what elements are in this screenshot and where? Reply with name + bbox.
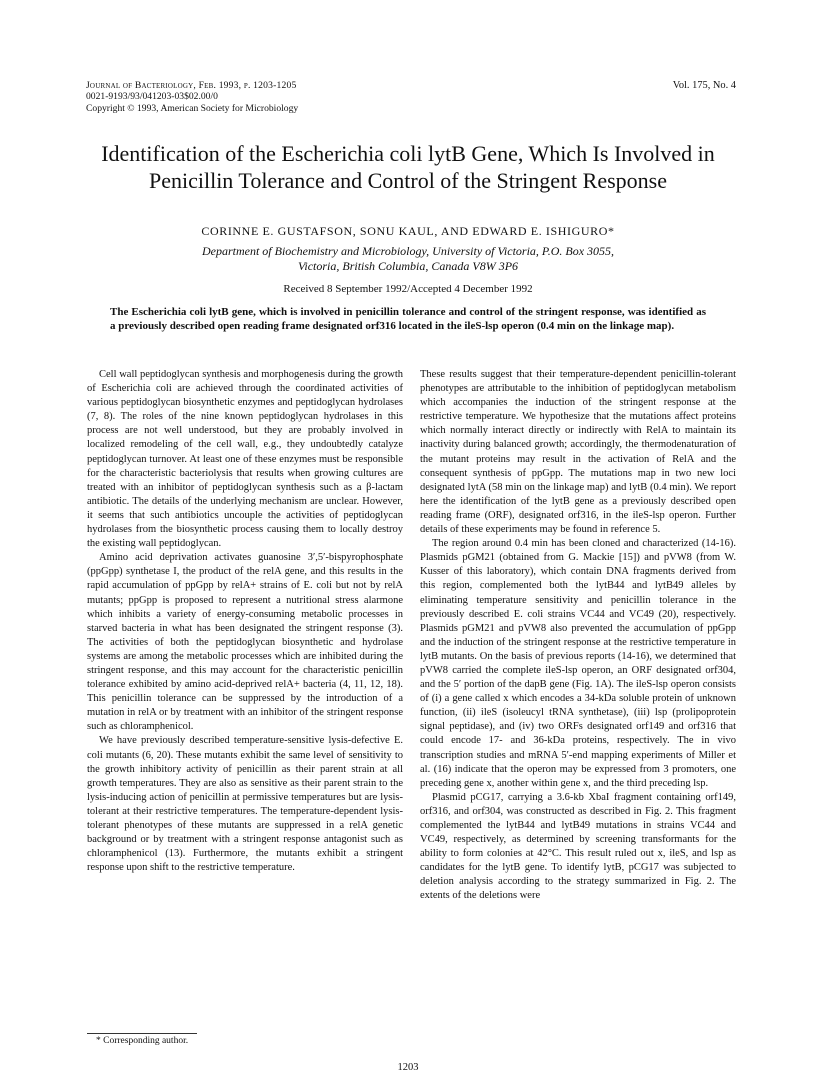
affiliation bbox=[90, 244, 726, 274]
affiliation-line: Victoria, British Columbia, Canada V8W 3P6 bbox=[297, 259, 519, 273]
body-column-right bbox=[420, 368, 736, 904]
volume-label: Vol. 175, No. 4 bbox=[672, 80, 736, 91]
affiliation-line: Department of Biochemistry and Microbiology, University of Victoria, P.O. Box 3055, bbox=[201, 244, 615, 258]
paragraph: Cell wall peptidoglycan synthesis and morphogenesis during the growth of Escherichia coli are achieved through the coordinated activities of various peptidoglycan biosynthetic enzymes and peptidoglycan hydrolases (7, 8). The roles of the nine known peptidoglycan hydrolases in this process are not well understood, but they are probably involved in localized remodeling of the cell wall, e.g., they undoubtedly catalyze peptidoglycan turnover. At least one of these enzymes must be responsible for the characteristic bacteriolysis that results when growing cultures are treated with an inhibitor of peptidoglycan synthesis such as a β-lactam antibiotic. The details of the underlying mechanism are unclear. However, it seems that such antibiotics uncouple the activities of peptidoglycan hydrolases from the biosynthetic process causing them to locally destroy the existing wall peptidoglycan. bbox=[87, 369, 403, 550]
footnote: * Corresponding author. bbox=[96, 1036, 189, 1046]
journal-issn: 0021-9193/93/041203-03$02.00/0 bbox=[86, 91, 218, 103]
paragraph: The region around 0.4 min has been cloned and characterized (14-16). Plasmids pGM21 (obtained from G. Mackie [15]) and pVW8 (from W. Kusser of this laboratory), which contain DNA fragments derived from this region, complemented both the lytB44 and lytB49 alleles by eliminating temperature sensitivity and penicillin tolerance in the previously described E. coli strains VC44 and VC49 (20), respectively. Plasmids pGM21 and pVW8 also prevented the accumulation of ppGpp and the induction of the stringent response at the restrictive temperature in lytB mutants. On the basis of previous reports (14-16), we determined that pVW8 carried the complete ileS-lsp operon, an ORF designated orf304, and the 5′ portion of the dapB gene (Fig. 1A). The ileS-lsp operon consists of (i) a gene called x which encodes a 34-kDa soluble protein of unknown function, (ii) ileS (isoleucyl tRNA synthetase), (iii) lsp (prolipoprotein signal peptidase), and (iv) two ORFs designated orf149 and orf316 that could encode 17- and 36-kDa proteins, respectively. The in vivo transcription studies and mRNA 5′-end mapping experiments of Miller et al. (16) indicate that the operon may be expressed from 3 promoters, one preceding gene x, another within gene x, and the third preceding lsp. bbox=[420, 538, 736, 789]
paragraph: We have previously described temperature-sensitive lysis-defective E. coli mutants (6, 20). These mutants exhibit the same level of sensitivity to the growth inhibitory activity of penicillin as their parent strain at all growth temperatures. They are also as sensitive as their parent strain to the lysis-inducing action of penicillin at permissive temperatures but are lysis-tolerant at their restrictive temperatures. The temperature-dependent lysis-tolerant phenotypes of these mutants are suppressed in a relA genetic background or by treatment with a stringent response antagonist such as chloramphenicol (13). Furthermore, the mutants exhibit a stringent response upon shift to the restrictive temperature. bbox=[87, 735, 403, 874]
journal-header bbox=[86, 80, 298, 114]
paragraph: These results suggest that their temperature-dependent penicillin-tolerant phenotypes are attributable to the inhibition of peptidoglycan metabolism which accompanies the induction of the stringent response at the restrictive temperature. We hypothesize that the mutations affect proteins which normally interact directly or indirectly with RelA to maintain its inactivity during balanced growth; accordingly, the thermodenaturation of the mutant proteins may result in the activation of RelA and the consequent synthesis of ppGpp. The mutations map in two new loci designated lytA (58 min on the linkage map) and lytB (0.4 min). We report here the identification of the lytB gene as a previously described open reading frame (ORF), designated orf316, in the ileS-lsp operon. Further details of these experiments may be found in reference 5. bbox=[420, 369, 736, 536]
article-title: Identification of the Escherichia coli lytB Gene, Which Is Involved in Penicillin Tolerance and Control of the Stringent Response bbox=[101, 141, 715, 193]
author-list: CORINNE E. GUSTAFSON, SONU KAUL, AND EDWARD E. ISHIGURO* bbox=[201, 224, 615, 238]
footnote-divider bbox=[87, 1033, 197, 1034]
paragraph: Plasmid pCG17, carrying a 3.6-kb XbaI fragment containing orf149, orf316, and orf304, was constructed as described in Fig. 2. This fragment complemented the lytB44 and lytB49 mutations in strains VC44 and VC49, respectively, as determined by screening transformants for the ability to form colonies at 42°C. This result ruled out x, ileS, and lsp as candidates for the lytB gene. To identify lytB, pCG17 was subjected to deletion analysis according to the strategy summarized in Fig. 2. The extents of the deletions were bbox=[420, 791, 736, 902]
abstract: The Escherichia coli lytB gene, which is involved in penicillin tolerance and control of the stringent response, was identified as a previously described open reading frame designated orf316 located in the ileS-lsp operon (0.4 min on the linkage map). bbox=[110, 306, 706, 332]
page-number: 1203 bbox=[397, 1062, 419, 1073]
journal-citation: Journal of Bacteriology, Feb. 1993, p. 1203-1205 bbox=[86, 80, 297, 91]
received-dates: Received 8 September 1992/Accepted 4 December 1992 bbox=[283, 283, 533, 295]
journal-copyright: Copyright © 1993, American Society for Microbiology bbox=[86, 102, 299, 114]
body-column-left bbox=[87, 368, 403, 875]
paragraph: Amino acid deprivation activates guanosine 3′,5′-bispyrophosphate (ppGpp) synthetase I, the product of the relA gene, and this results in the rapid accumulation of ppGpp by relA+ strains of E. coli but not by relA mutants; ppGpp is proposed to represent a nutritional stress alarmone which inhibits a variety of energy-consuming metabolic processes in starved bacteria in what has been designated the stringent response (3). The activities of both the peptidoglycan biosynthetic and hydrolase systems are among the metabolic processes which are inhibited during the stringent response, and this may account for the characteristic penicillin tolerance exhibited by amino acid-deprived relA+ bacteria (4, 11, 12, 18). This penicillin tolerance can be suppressed by the introduction of a mutation in relA or by treatment with an inhibitor of the stringent response such as chloramphenicol. bbox=[87, 552, 403, 733]
